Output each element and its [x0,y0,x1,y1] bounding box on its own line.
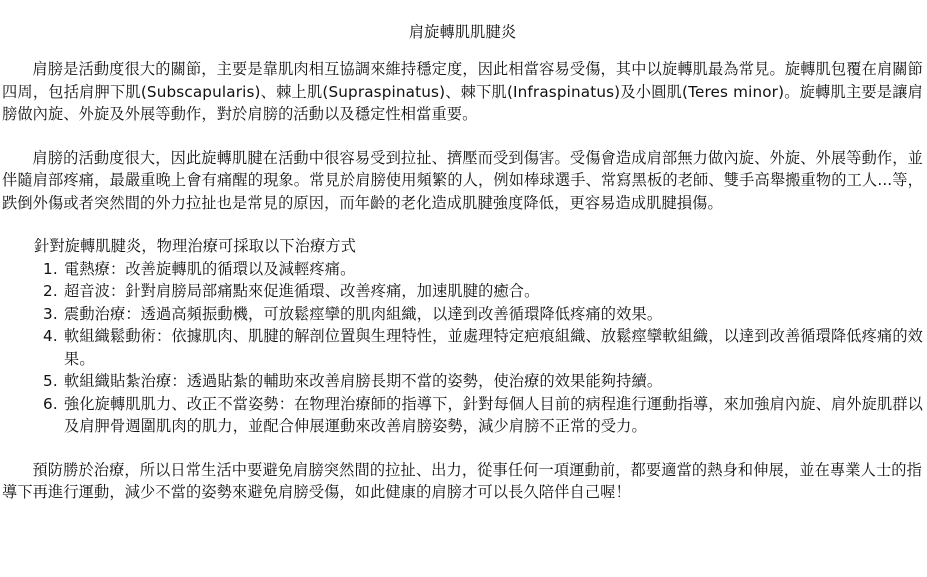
list-item [2,393,923,438]
list-item [2,370,923,393]
list-item-number: 5. [43,372,58,390]
prevention-paragraph: 預防勝於治療，所以日常生活中要避免肩膀突然間的拉扯、出力，從事任何一項運動前，都要適當的熱身和伸展，並在專業人士的指導下再進行運動，減少不當的姿勢來避免肩膀受傷，如此健康的肩膀才可以長久陪伴自己喔！ [2,460,922,501]
list-item-number: 6. [43,394,58,413]
treatment-intro: 針對旋轉肌腱炎，物理治療可採取以下治療方式 [34,237,357,255]
cause-paragraph: 肩膀的活動度很大，因此旋轉肌腱在活動中很容易受到拉扯、擠壓而受到傷害。受傷會造成肩部無力做內旋、外旋、外展等動作，並伴隨肩部疼痛，最嚴重晚上會有痛醒的現象。常見於肩膀使用頻繁的人，例如棒球選手、常寫黑板的老師、雙手高舉搬重物的工人...等，跌倒外傷或者突然間的外力拉扯也是常見的原因，而年齡的老化造成肌腱強度降低，更容易造成肌腱損傷。 [2,148,923,212]
list-item-number: 2. [43,282,58,300]
list-item-text: 電熱療：改善旋轉肌的循環以及減輕疼痛。 [64,259,356,278]
list-item-text: 軟組織貼紮治療：透過貼紮的輔助來改善肩膀長期不當的姿勢，使治療的效果能夠持續。 [64,372,663,390]
list-item-number: 4. [43,327,58,345]
list-item-text: 強化旋轉肌肌力、改正不當姿勢：在物理治療師的指導下，針對每個人目前的病程進行運動指導，來加強肩內旋、肩外旋肌群以及肩胛骨週圍肌肉的肌力，並配合伸展運動來改善肩膀姿勢，減少肩膀不正常的受力。 [64,394,923,435]
list-item [2,258,923,281]
intro-paragraph: 肩膀是活動度很大的關節，主要是靠肌肉相互協調來維持穩定度，因此相當容易受傷，其中以旋轉肌最為常見。旋轉肌包覆在肩關節四周，包括肩胛下肌(Subscapularis)、棘上肌(Supraspinatus)、棘下肌(Infraspinatus)及小圓肌(Teres minor)。旋轉肌主要是讓肩膀做內旋、外旋及外展等動作，對於肩膀的活動以及穩定性相當重要。 [2,60,923,123]
list-item-number: 1. [43,259,58,278]
list-item-text: 震動治療：透過高頻振動機，可放鬆痙攣的肌肉組織，以達到改善循環降低疼痛的效果。 [64,304,663,323]
document-title: 肩旋轉肌肌腱炎 [408,23,517,41]
list-item [2,280,923,303]
treatment-section [2,235,923,438]
list-item [2,325,923,370]
list-item-text: 超音波：針對肩膀局部痛點來促進循環、改善疼痛，加速肌腱的癒合。 [64,282,540,300]
list-item-text: 軟組織鬆動術：依據肌肉、肌腱的解剖位置與生理特性，並處理特定疤痕組織、放鬆痙攣軟組織，以達到改善循環降低疼痛的效果。 [64,327,923,368]
list-item-number: 3. [43,304,58,323]
treatment-list [2,258,923,438]
list-item [2,303,923,326]
